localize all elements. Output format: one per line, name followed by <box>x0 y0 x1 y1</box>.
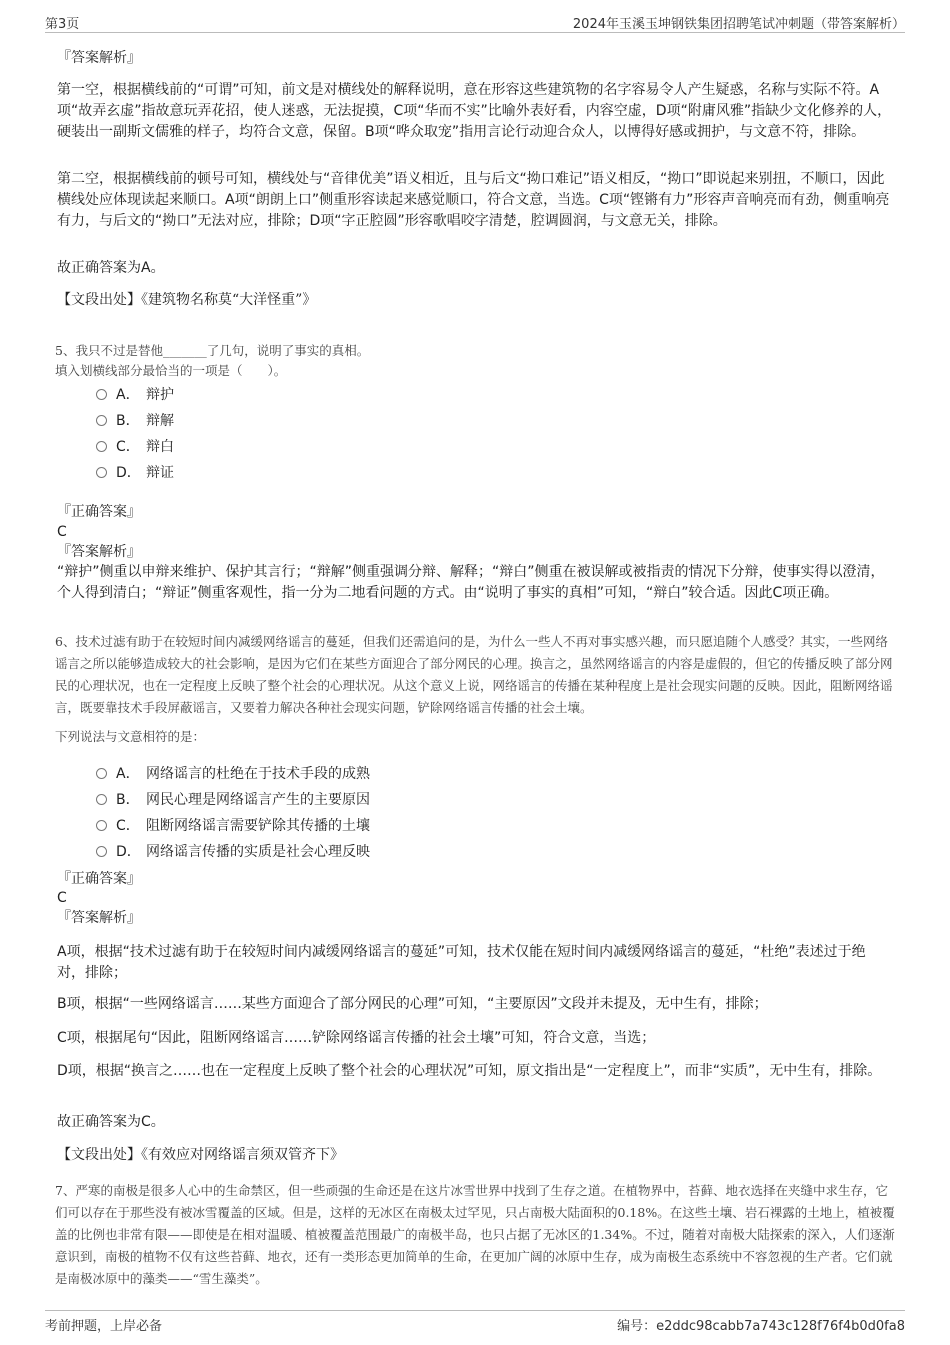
radio-button[interactable] <box>96 768 107 779</box>
q7-stem: 7、严寒的南极是很多人心中的生命禁区，但一些顽强的生命还是在这片冰雪世界中找到了生存之道。在植物界中，苔藓、地衣选择在夹缝中求生存，它们可以存在于那些没有被冰雪覆盖的区域。但是，这样的无冰区在南极太过罕见，只占南极大陆面积的0.18%。在这些土壤、岩石裸露的土地上，植被覆盖的比例也非常有限——即使是在相对温暖、植被覆盖范围最广的南极半岛，也只占据了无冰区的1.34%。不过，随着对南极大陆探索的深入，人们逐渐意识到，南极的植物不仅有这些苔藓、地衣，还有一类形态更加简单的生命，在更加广阔的冰原中生存，成为南极生态系统中不容忽视的生产者。它们就是南极冰原中的藻类——“雪生藻类”。 <box>55 1183 895 1286</box>
footer-slogan: 考前押题，上岸必备 <box>45 1319 163 1334</box>
q6-conclusion: 故正确答案为C。 <box>57 1114 165 1130</box>
page-number: 第3页 <box>45 17 80 32</box>
q6-stem: 6、技术过滤有助于在较短时间内减缓网络谣言的蔓延，但我们还需追问的是，为什么一些人不再对事实感兴趣，而只愿追随个人感受？其实，一些网络谣言之所以能够造成较大的社会影响，是因为它们在某些方面迎合了部分网民的心理。换言之，虽然网络谣言的内容是虚假的，但它的传播反映了部分网民的心理状况，也在一定程度上反映了整个社会的心理状况。从这个意义上说，网络谣言的传播在某种程度上是社会现实问题的反映。因此，阻断网络谣言，既要靠技术手段屏蔽谣言，又要着力解决各种社会现实问题，铲除网络谣言传播的社会土壤。 <box>55 634 893 715</box>
radio-button[interactable] <box>96 415 107 426</box>
q4-analysis-para1: 第一空，根据横线前的“可谓”可知，前文是对横线处的解释说明，意在形容这些建筑物的名字容易令人产生疑惑，名称与实际不符。A项“故弄玄虚”指故意玩弄花招，使人迷惑，无法捉摸，C项“华而不实”比喻外表好看，内容空虚，D项“附庸风雅”指缺少文化修养的人，硬装出一副斯文儒雅的样子，均符合文意，保留。B项“哗众取宠”指用言论行动迎合众人，以博得好感或拥护，与文意不符，排除。 <box>57 82 892 140</box>
q6-option-a[interactable]: A． 网络谣言的杜绝在于技术手段的成熟 <box>96 764 370 784</box>
radio-button[interactable] <box>96 441 107 452</box>
page-header <box>45 10 905 33</box>
q5-stem: 5、我只不过是替他_______了几句，说明了事实的真相。 <box>55 343 370 358</box>
q6-answer-label: 『正确答案』 <box>57 871 141 887</box>
q6-analysis-a: A项，根据“技术过滤有助于在较短时间内减缓网络谣言的蔓延”可知，技术仅能在短时间内减缓网络谣言的蔓延，“杜绝”表述过于绝对，排除； <box>57 944 866 981</box>
radio-button[interactable] <box>96 794 107 805</box>
q6-analysis-label: 『答案解析』 <box>57 910 141 926</box>
q6-instruction: 下列说法与文意相符的是： <box>55 729 206 744</box>
q6-option-d[interactable]: D． 网络谣言传播的实质是社会心理反映 <box>96 842 370 862</box>
q5-answer-label: 『正确答案』 <box>57 504 141 520</box>
q6-option-b[interactable]: B． 网民心理是网络谣言产生的主要原因 <box>96 790 370 810</box>
q5-option-c[interactable]: C． 辩白 <box>96 437 174 457</box>
q6-answer: C <box>57 890 67 906</box>
q5-analysis-label: 『答案解析』 <box>57 544 141 560</box>
q6-analysis-d: D项，根据“换言之……也在一定程度上反映了整个社会的心理状况”可知，原文指出是“一定程度上”，而非“实质”，无中生有，排除。 <box>57 1063 882 1079</box>
radio-button[interactable] <box>96 846 107 857</box>
page-footer <box>45 1310 905 1337</box>
document-title: 2024年玉溪玉坤钢铁集团招聘笔试冲刺题（带答案解析） <box>572 17 905 32</box>
q4-source: 【文段出处】《建筑物名称莫“大洋怪重”》 <box>57 292 317 308</box>
q4-conclusion: 故正确答案为A。 <box>57 260 165 276</box>
q5-option-b[interactable]: B． 辩解 <box>96 411 174 431</box>
radio-button[interactable] <box>96 467 107 478</box>
q6-analysis-c: C项，根据尾句“因此，阻断网络谣言……铲除网络谣言传播的社会土壤”可知，符合文意，当选； <box>57 1030 656 1046</box>
radio-button[interactable] <box>96 820 107 831</box>
q6-source: 【文段出处】《有效应对网络谣言须双管齐下》 <box>57 1147 344 1163</box>
radio-button[interactable] <box>96 389 107 400</box>
q6-option-c[interactable]: C． 阻断网络谣言需要铲除其传播的土壤 <box>96 816 370 836</box>
q6-analysis-b: B项，根据“一些网络谣言……某些方面迎合了部分网民的心理”可知，“主要原因”文段并未提及，无中生有，排除； <box>57 996 768 1012</box>
q5-option-a[interactable]: A． 辩护 <box>96 385 174 405</box>
q4-analysis-label: 『答案解析』 <box>57 50 141 66</box>
q4-analysis-para2: 第二空，根据横线前的顿号可知，横线处与“音律优美”语义相近，且与后文“拗口难记”语义相反，“拗口”即说起来别扭，不顺口，因此横线处应体现读起来顺口。A项“朗朗上口”侧重形容读起来感觉顺口，符合文意，当选。C项“铿锵有力”形容声音响亮而有劲，侧重响亮有力，与后文的“拗口”无法对应，排除；D项“字正腔圆”形容歌唱咬字清楚，腔调圆润，与文意无关，排除。 <box>57 171 890 229</box>
q5-instruction: 填入划横线部分最恰当的一项是（ ）。 <box>55 363 287 378</box>
q5-option-d[interactable]: D． 辩证 <box>96 463 174 483</box>
q5-answer: C <box>57 524 67 540</box>
q5-analysis: “辩护”侧重以申辩来维护、保护其言行；“辩解”侧重强调分辩、解释；“辩白”侧重在被误解或被指责的情况下分辩，使事实得以澄清，个人得到清白；“辩证”侧重客观性，指一分为二地看问题的方式。由“说明了事实的真相”可知，“辩白”较合适。因此C项正确。 <box>57 564 885 601</box>
document-code: 编号：e2ddc98cabb7a743c128f76f4b0d0fa8 <box>617 1319 905 1334</box>
